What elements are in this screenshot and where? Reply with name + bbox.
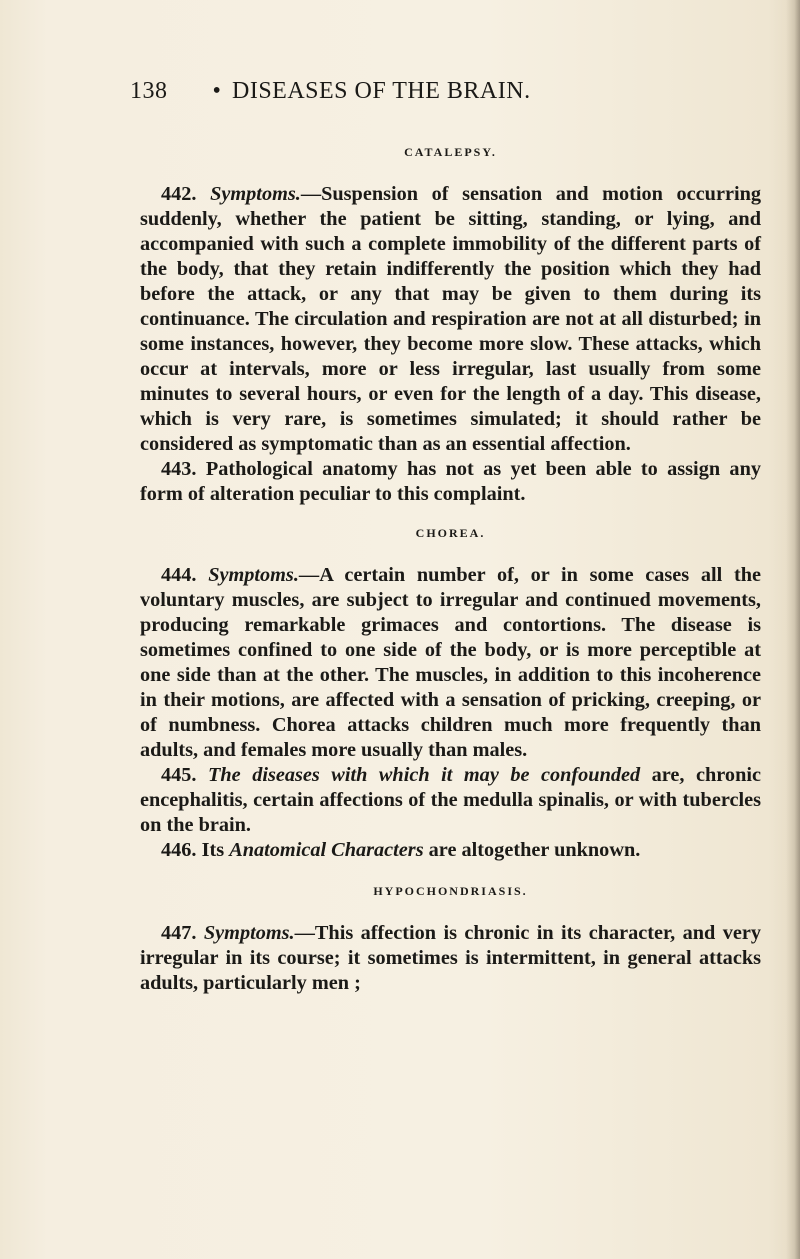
- paragraph-446: [140, 838, 761, 863]
- running-title: DISEASES OF THE BRAIN.: [232, 78, 531, 104]
- paragraph-445: [140, 763, 761, 838]
- paragraph-label: Symptoms.: [208, 564, 299, 586]
- paragraph-number: 446.: [161, 839, 197, 861]
- paragraph-text: —Suspension of sensation and motion occurring suddenly, whether the patient be sitting, standing, or lying, and accompanied with such a complete immobility of the different parts of the body, that they retain indifferently the position which they had before the attack, or any that may be given to them during its continuance. The circulation and respiration are not at all disturbed; in some instances, however, they become more slow. These attacks, which occur at intervals, more or less irregular, last usually from some minutes to several hours, or even for the length of a day. This disease, which is very rare, is sometimes simulated; it should rather be considered as symptomatic than as an essential affection.: [140, 183, 761, 455]
- section-heading-hypochondriasis: HYPOCHONDRIASIS.: [373, 884, 528, 898]
- running-header: [130, 78, 730, 105]
- page-number: 138: [130, 78, 168, 104]
- paragraph-text: are, chronic encephalitis, certain affections of the medulla spinalis, or with tubercles on the brain.: [140, 764, 761, 836]
- paragraph-text: Pathological anatomy has not as yet been able to assign any form of alteration peculiar to this complaint.: [140, 458, 761, 505]
- paragraph-number: 447.: [161, 922, 197, 944]
- header-separator: •: [212, 78, 222, 104]
- paragraph-444: [140, 563, 761, 763]
- paragraph-442: [140, 182, 761, 457]
- paragraph-label: Symptoms.: [210, 183, 301, 205]
- section-heading-catalepsy: CATALEPSY.: [404, 145, 497, 159]
- paragraph-text: —A certain number of, or in some cases all the voluntary muscles, are subject to irregular and continued movements, producing remarkable grimaces and contortions. The disease is sometimes confined to one side of the body, or is more perceptible at one side than at the other. The muscles, in addition to this incoherence in their motions, are affected with a sensation of pricking, creeping, or of numbness. Chorea attacks children much more frequently than adults, and females more usually than males.: [140, 564, 761, 761]
- page-edge-shadow: [786, 0, 800, 1259]
- paragraph-number: 443.: [161, 458, 197, 480]
- paragraph-text: are altogether unknown.: [423, 839, 641, 861]
- paragraph-number: 442.: [161, 183, 197, 205]
- page-content: [140, 140, 761, 996]
- paragraph-number: 445.: [161, 764, 197, 786]
- paragraph-label: Anatomical Characters: [229, 839, 424, 861]
- section-heading-chorea: CHOREA.: [415, 526, 486, 540]
- paragraph-prefix: Its: [201, 839, 225, 861]
- paragraph-label: The diseases with which it may be confounded: [208, 764, 641, 786]
- paragraph-label: Symptoms.: [203, 922, 295, 944]
- paragraph-443: [140, 457, 761, 507]
- paragraph-text: —This affection is chronic in its character, and very irregular in its course; it sometimes is intermittent, in general attacks adults, particularly men ;: [140, 922, 761, 994]
- paragraph-number: 444.: [161, 564, 197, 586]
- paragraph-447: [140, 921, 761, 996]
